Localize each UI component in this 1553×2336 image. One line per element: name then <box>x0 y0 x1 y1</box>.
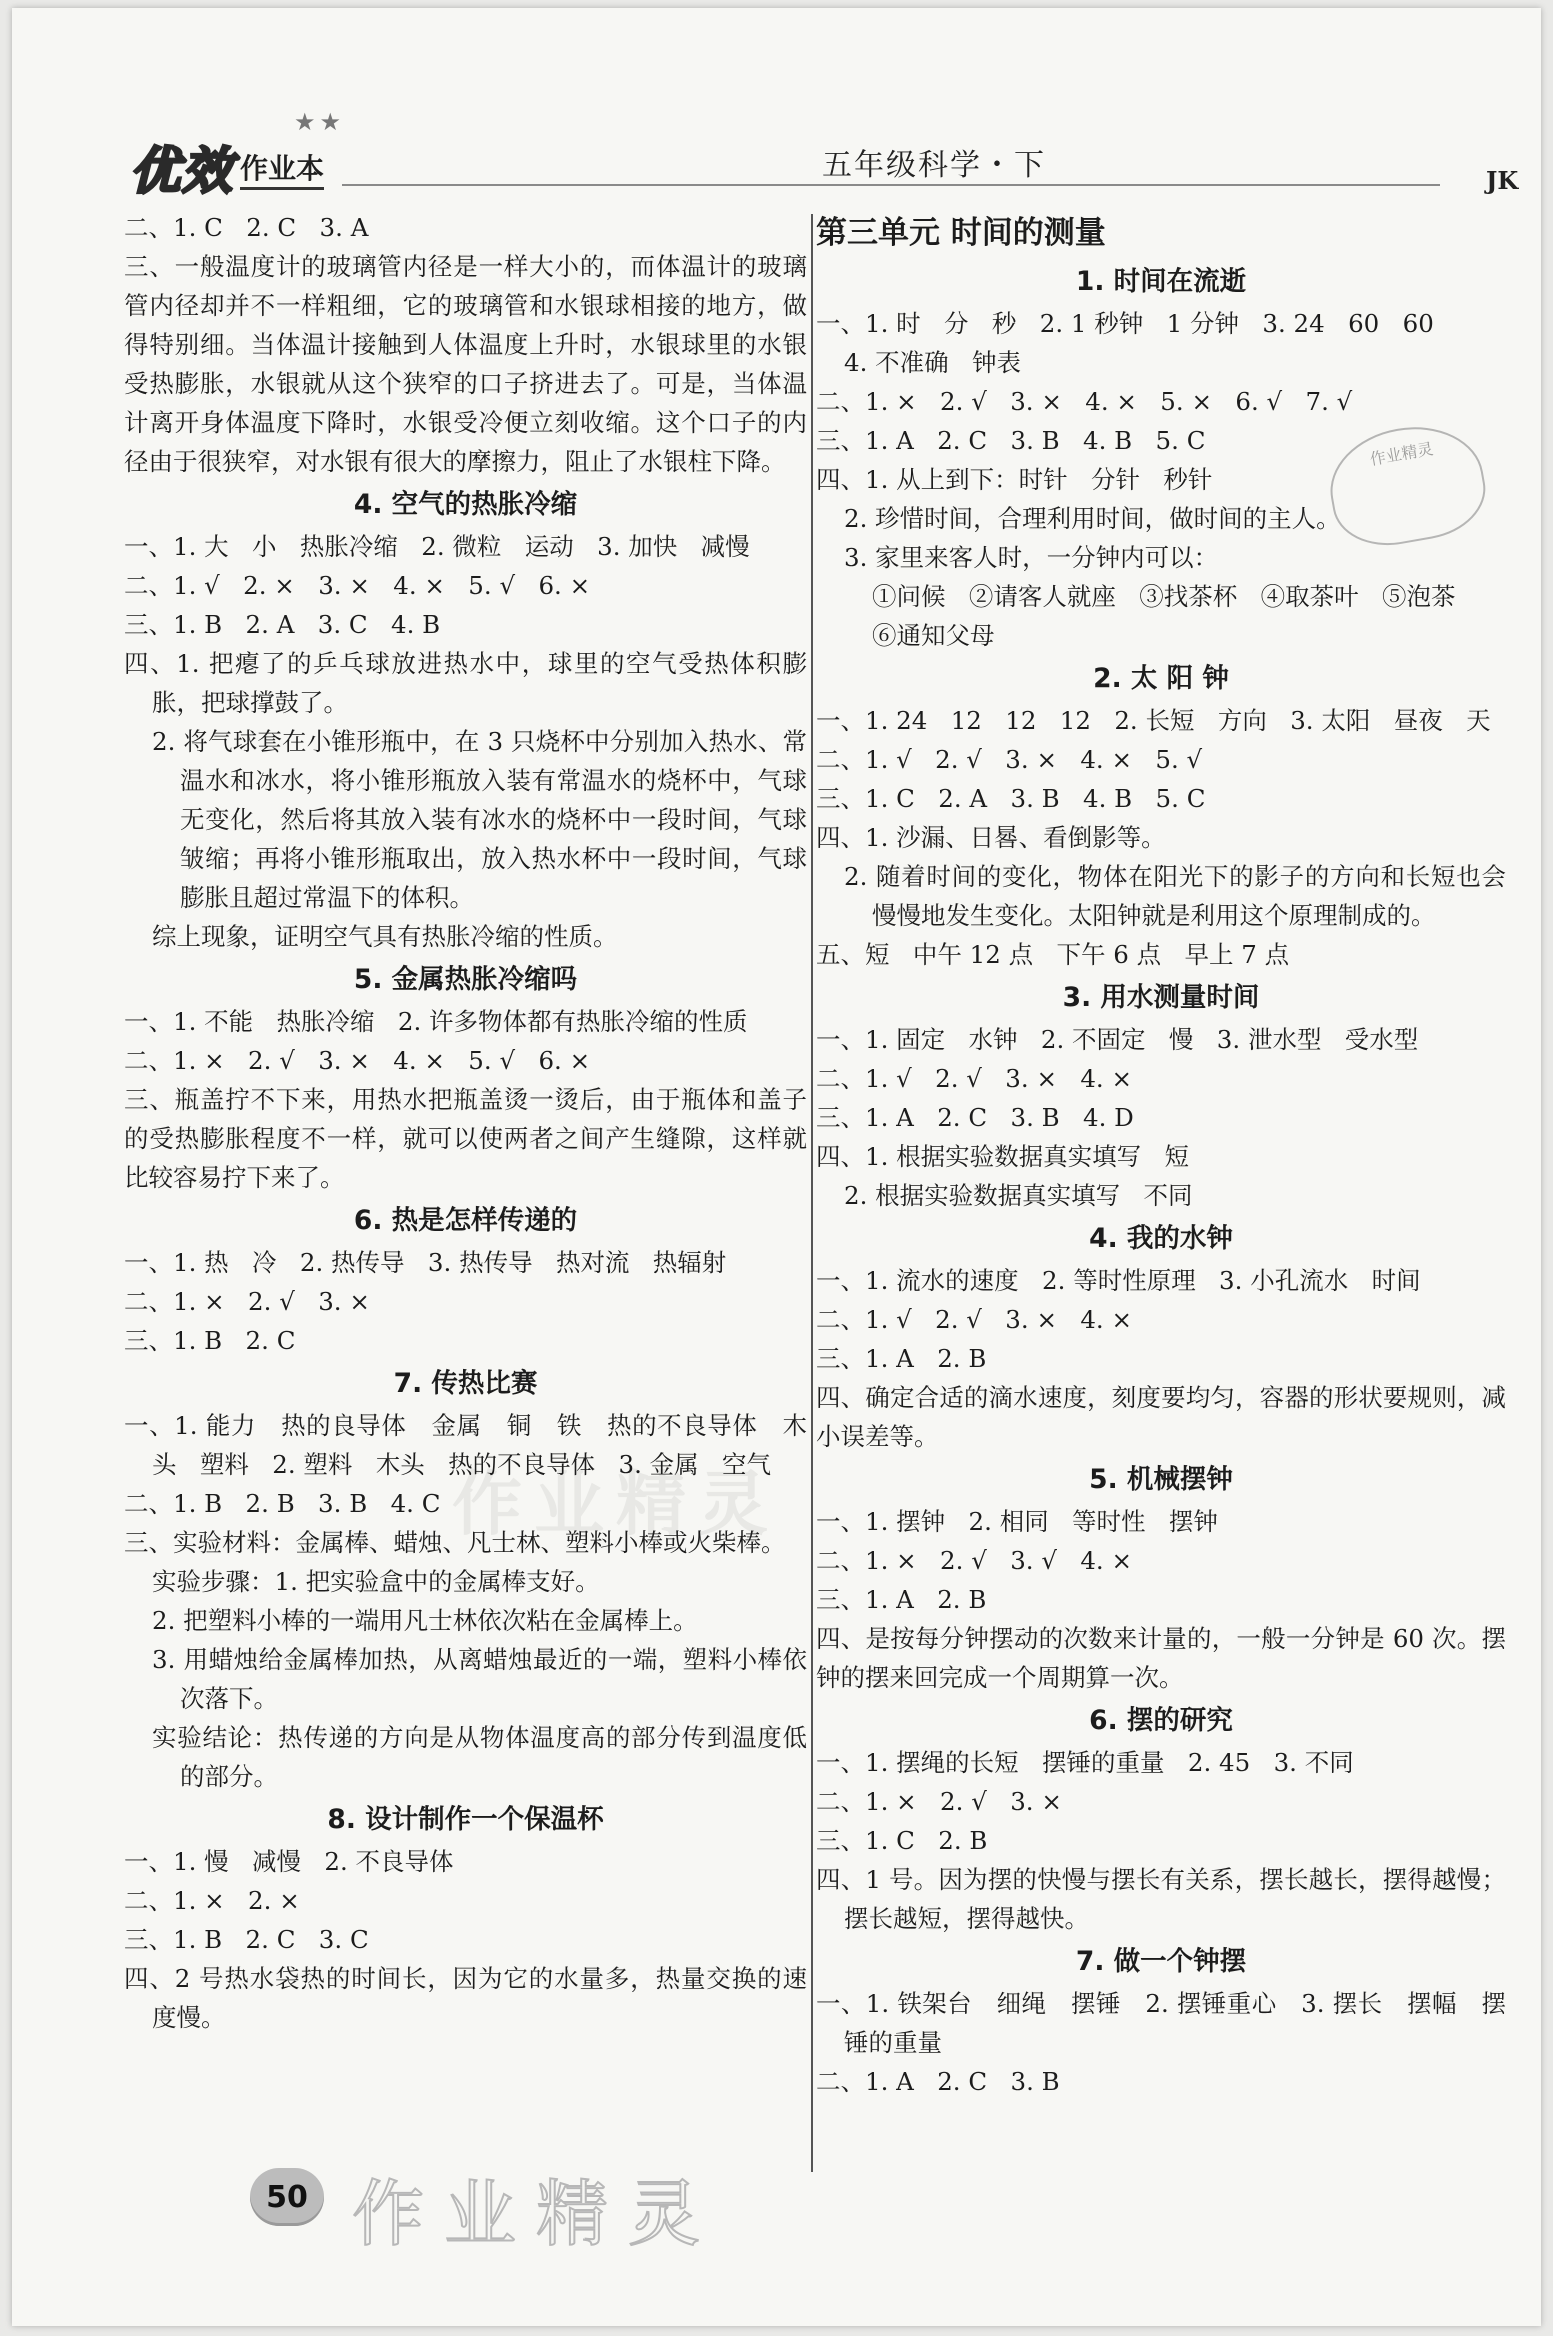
answer-subitem: 实验结论：热传递的方向是从物体温度高的部分传到温度低的部分。 <box>152 1723 807 1791</box>
section-title: 7. 做一个钟摆 <box>1075 1946 1247 1977</box>
answer-paragraph: 三、瓶盖拧不下来，用热水把瓶盖烫一烫后，由于瓶体和盖子的受热膨胀程度不一样，就可以使两者之间产生缝隙，这样就比较容易拧下来了。 <box>124 1085 807 1192</box>
answer-line: 一、1. 固定 水钟 2. 不固定 慢 3. 泄水型 受水型 <box>816 1025 1419 1054</box>
answer-subline: ⑥通知父母 <box>872 621 995 650</box>
section-title: 8. 设计制作一个保温杯 <box>327 1804 604 1835</box>
answer-line: 一、1. 24 12 12 12 2. 长短 方向 3. 太阳 昼夜 天 <box>816 706 1491 735</box>
stamp-text: 作业精灵 <box>1368 439 1435 469</box>
answer-subline: 3. 家里来客人时，一分钟内可以： <box>844 543 1219 572</box>
section-title: 5. 机械摆钟 <box>1089 1464 1233 1495</box>
answer-subline: 2. 把塑料小棒的一端用凡士林依次粘在金属棒上。 <box>152 1606 698 1635</box>
answer-line: 三、1. A 2. B <box>816 1344 987 1373</box>
answer-line: 五、短 中午 12 点 下午 6 点 早上 7 点 <box>816 940 1290 969</box>
logo-main-text: 优效 <box>130 141 234 200</box>
answer-subline: 综上现象，证明空气具有热胀冷缩的性质。 <box>152 922 618 951</box>
answer-line: 二、1. A 2. C 3. B <box>816 2067 1060 2096</box>
answer-line: 二、1. × 2. √ 3. × <box>124 1287 370 1316</box>
answer-paragraph: 三、一般温度计的玻璃管内径是一样大小的，而体温计的玻璃管内径却并不一样粗细，它的玻璃管和水银球相接的地方，做得特别细。当体温计接触到人体温度上升时，水银球里的水银受热膨胀，水银就从这个狭窄的口子挤进去了。可是，当体温计离开身体温度下降时，水银受冷便立刻收缩。这个口子的内径由于很狭窄，对水银有很大的摩擦力，阻止了水银柱下降。 <box>124 252 807 476</box>
answer-page <box>12 8 1541 2326</box>
bottom-watermark: 作业精灵 <box>352 2172 721 2256</box>
answer-subline: ①问候 ②请客人就座 ③找茶杯 ④取茶叶 ⑤泡茶 <box>872 582 1456 611</box>
answer-line: 一、1. 热 冷 2. 热传导 3. 热传导 热对流 热辐射 <box>124 1248 727 1277</box>
answer-line: 二、1. × 2. √ 3. × <box>816 1787 1062 1816</box>
center-watermark: 作业精灵 <box>452 1463 780 1545</box>
page-header <box>12 8 1541 200</box>
section-title: 1. 时间在流逝 <box>1075 266 1247 297</box>
answer-line: 三、实验材料：金属棒、蜡烛、凡士林、塑料小棒或火柴棒。 <box>124 1528 786 1557</box>
answer-line: 四、1. 从上到下：时针 分针 秒针 <box>816 465 1213 494</box>
answer-subline: 实验步骤：1. 把实验盒中的金属棒支好。 <box>152 1567 600 1596</box>
section-title: 3. 用水测量时间 <box>1062 982 1260 1013</box>
unit-title: 第三单元 时间的测量 <box>816 215 1106 251</box>
answer-subline: 2. 珍惜时间，合理利用时间，做时间的主人。 <box>844 504 1341 533</box>
answer-line: 一、1. 摆绳的长短 摆锤的重量 2. 45 3. 不同 <box>816 1748 1354 1777</box>
answer-subline: 2. 根据实验数据真实填写 不同 <box>844 1181 1193 1210</box>
answer-line: 四、1. 沙漏、日晷、看倒影等。 <box>816 823 1166 852</box>
answer-subline: 4. 不准确 钟表 <box>844 348 1022 377</box>
logo-sub-text: 作业本 <box>240 147 324 190</box>
answer-line: 二、1. √ 2. √ 3. × 4. × <box>816 1305 1133 1334</box>
answer-line: 二、1. C 2. C 3. A <box>124 213 369 242</box>
answer-subitem: 3. 用蜡烛给金属棒加热，从离蜡烛最近的一端，塑料小棒依次落下。 <box>152 1645 807 1713</box>
right-column <box>816 208 1506 2101</box>
column-divider <box>811 214 813 2172</box>
answer-item: 四、2 号热水袋热的时间长，因为它的水量多，热量交换的速度慢。 <box>124 1964 807 2032</box>
answer-line: 二、1. B 2. B 3. B 4. C <box>124 1489 441 1518</box>
left-column <box>124 208 807 2037</box>
answer-line: 一、1. 摆钟 2. 相同 等时性 摆钟 <box>816 1507 1218 1536</box>
answer-line: 三、1. C 2. B <box>816 1826 988 1855</box>
answer-line: 三、1. A 2. C 3. B 4. B 5. C <box>816 426 1206 455</box>
answer-line: 二、1. × 2. √ 3. √ 4. × <box>816 1546 1133 1575</box>
header-rule <box>342 184 1440 186</box>
section-title: 7. 传热比赛 <box>393 1368 538 1399</box>
answer-line: 二、1. √ 2. √ 3. × 4. × 5. √ <box>816 745 1203 774</box>
answer-line: 三、1. B 2. C 3. C <box>124 1925 369 1954</box>
answer-item: 一、1. 铁架台 细绳 摆锤 2. 摆锤重心 3. 摆长 摆幅 摆锤的重量 <box>816 1989 1506 2057</box>
answer-subitem: 2. 随着时间的变化，物体在阳光下的影子的方向和长短也会慢慢地发生变化。太阳钟就是利用这个原理制成的。 <box>844 862 1506 930</box>
section-title: 6. 摆的研究 <box>1089 1705 1233 1736</box>
answer-subitem: 2. 将气球套在小锥形瓶中，在 3 只烧杯中分别加入热水、常温水和冰水，将小锥形瓶放入装有常温水的烧杯中，气球无变化，然后将其放入装有冰水的烧杯中一段时间，气球皱缩；再将小锥形瓶取出，放入热水杯中一段时间，气球膨胀且超过常温下的体积。 <box>152 727 807 912</box>
edition-code: JK <box>1486 166 1519 195</box>
answer-line: 一、1. 时 分 秒 2. 1 秒钟 1 分钟 3. 24 60 60 <box>816 309 1434 338</box>
answer-line: 四、1. 根据实验数据真实填写 短 <box>816 1142 1190 1171</box>
answer-line: 三、1. A 2. C 3. B 4. D <box>816 1103 1134 1132</box>
answer-line: 一、1. 流水的速度 2. 等时性原理 3. 小孔流水 时间 <box>816 1266 1421 1295</box>
answer-line: 二、1. × 2. √ 3. × 4. × 5. × 6. √ 7. √ <box>816 387 1353 416</box>
answer-line: 三、1. C 2. A 3. B 4. B 5. C <box>816 784 1206 813</box>
answer-line: 一、1. 慢 减慢 2. 不良导体 <box>124 1847 454 1876</box>
logo-stars: ★★ <box>294 108 346 136</box>
answer-paragraph: 四、确定合适的滴水速度，刻度要均匀，容器的形状要规则，减小误差等。 <box>816 1383 1506 1451</box>
section-title: 2. 太 阳 钟 <box>1093 663 1229 694</box>
answer-line: 二、1. × 2. × <box>124 1886 300 1915</box>
answer-item: 四、1. 把瘪了的乒乓球放进热水中，球里的空气受热体积膨胀，把球撑鼓了。 <box>124 649 807 717</box>
answer-line: 三、1. B 2. A 3. C 4. B <box>124 610 441 639</box>
answer-item: 一、1. 能力 热的良导体 金属 铜 铁 热的不良导体 木头 塑料 2. 塑料 木头 热的不良导体 3. 金属 空气 <box>124 1411 807 1479</box>
answer-line: 三、1. B 2. C <box>124 1326 296 1355</box>
answer-line: 二、1. √ 2. × 3. × 4. × 5. √ 6. × <box>124 571 591 600</box>
answer-line: 三、1. A 2. B <box>816 1585 987 1614</box>
brand-logo <box>130 126 325 200</box>
answer-line: 一、1. 大 小 热胀冷缩 2. 微粒 运动 3. 加快 减慢 <box>124 532 750 561</box>
section-title: 4. 空气的热胀冷缩 <box>353 489 578 520</box>
answer-line: 二、1. √ 2. √ 3. × 4. × <box>816 1064 1133 1093</box>
answer-line: 一、1. 不能 热胀冷缩 2. 许多物体都有热胀冷缩的性质 <box>124 1007 748 1036</box>
answer-paragraph: 四、是按每分钟摆动的次数来计量的，一般一分钟是 60 次。摆钟的摆来回完成一个周期算一次。 <box>816 1624 1506 1692</box>
page-number-badge: 50 <box>250 2168 324 2226</box>
answer-item: 四、1 号。因为摆的快慢与摆长有关系，摆长越长，摆得越慢；摆长越短，摆得越快。 <box>816 1865 1506 1933</box>
subject-title: 五年级科学・下 <box>822 148 1046 183</box>
section-title: 4. 我的水钟 <box>1089 1223 1233 1254</box>
section-title: 6. 热是怎样传递的 <box>353 1205 578 1236</box>
section-title: 5. 金属热胀冷缩吗 <box>353 964 578 995</box>
answer-line: 二、1. × 2. √ 3. × 4. × 5. √ 6. × <box>124 1046 591 1075</box>
